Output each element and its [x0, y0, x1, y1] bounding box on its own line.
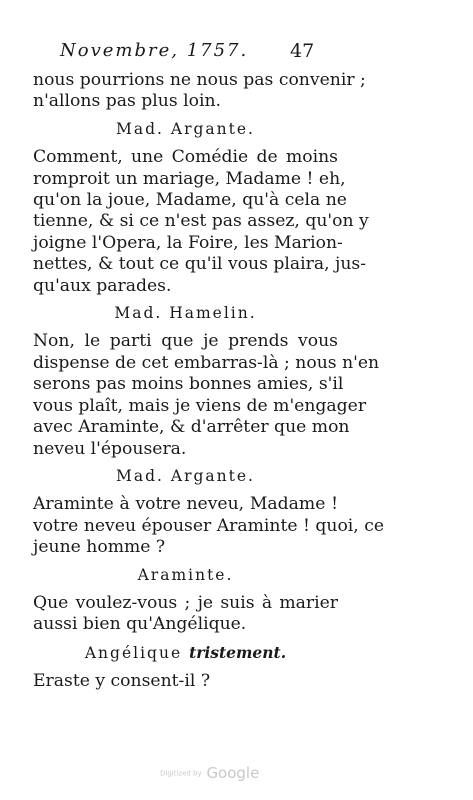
- speaker-name: Mad. Hamelin.: [114, 304, 257, 323]
- text-line: neveu l'épousera.: [33, 438, 187, 459]
- text-line: serons pas moins bonnes amies, s'il: [33, 374, 344, 395]
- text-line: nettes, & tout ce qu'il vous plaira, jus-: [33, 254, 367, 275]
- speaker-name: Angélique: [84, 643, 183, 662]
- speaker-name: Araminte.: [137, 565, 234, 584]
- text-line: aussi bien qu'Angélique.: [33, 614, 247, 635]
- stage-direction: tristement.: [189, 642, 287, 662]
- text-line: Eraste y consent-il ?: [33, 671, 211, 692]
- text-line: qu'on la joue, Madame, qu'à cela ne: [33, 190, 347, 211]
- text-line: romproit un mariage, Madame ! eh,: [33, 168, 346, 189]
- text-line: n'allons pas plus loin.: [33, 91, 221, 112]
- digitization-watermark: [160, 764, 259, 782]
- text-line: qu'aux parades.: [33, 275, 172, 296]
- watermark-brand: Google: [206, 764, 260, 782]
- text-line: Araminte à votre neveu, Madame !: [33, 494, 338, 515]
- text-line: Que voulez-vous ; je suis à marier: [33, 592, 338, 613]
- speaker-name: Mad. Argante.: [116, 466, 255, 485]
- text-line: tienne, & si ce n'est pas assez, qu'on y: [33, 211, 369, 232]
- text-line: joigne l'Opera, la Foire, les Marion-: [33, 232, 343, 253]
- watermark-prefix: Digitized by: [160, 769, 202, 778]
- text-line: votre neveu épouser Araminte ! quoi, ce: [33, 515, 385, 536]
- text-line: nous pourrions ne nous pas convenir ;: [33, 70, 366, 90]
- text-line: Non, le parti que je prends vous: [33, 331, 338, 352]
- text-line: Comment, une Comédie de moins: [33, 147, 338, 168]
- running-title: Novembre, 1757.: [60, 40, 249, 61]
- text-line: vous plaît, mais je viens de m'engager: [33, 395, 367, 416]
- text-line: dispense de cet embarras-là ; nous n'en: [33, 352, 380, 373]
- text-line: jeune homme ?: [33, 537, 166, 558]
- speaker-name: Mad. Argante.: [116, 119, 255, 138]
- page-body: [33, 70, 385, 693]
- page-number: 47: [290, 40, 315, 62]
- speaker-with-direction: [33, 642, 338, 664]
- text-line: avec Araminte, & d'arrêter que mon: [33, 417, 350, 438]
